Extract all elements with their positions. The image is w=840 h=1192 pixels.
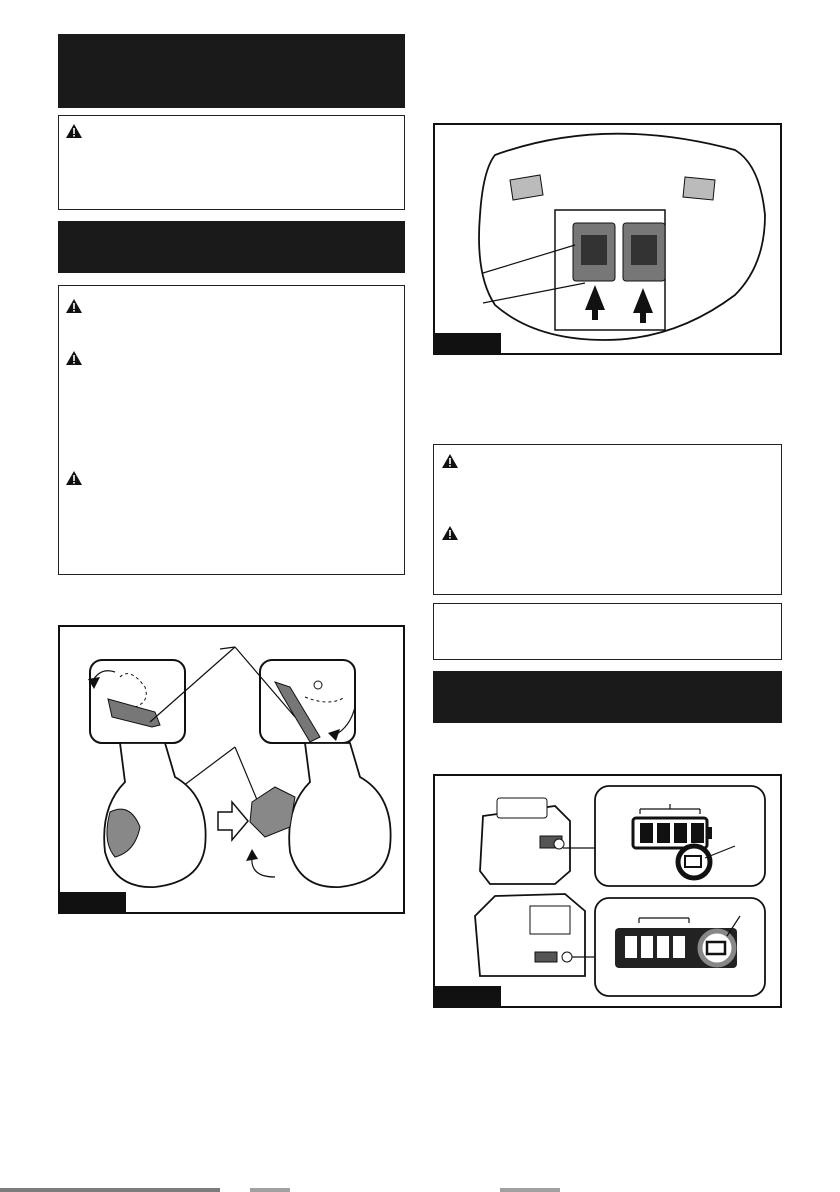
page-edge-mark bbox=[0, 1188, 220, 1192]
section-heading-bar-2 bbox=[58, 221, 405, 273]
section-heading-bar-1 bbox=[58, 34, 405, 108]
figure-tab bbox=[435, 333, 501, 353]
figure-battery-indicator bbox=[433, 774, 782, 1008]
figure-hook-removal bbox=[58, 625, 405, 914]
section-heading-bar-3 bbox=[433, 671, 782, 723]
warning-box-1 bbox=[58, 115, 405, 210]
battery-indicator-illustration bbox=[435, 776, 780, 1006]
warning-icon bbox=[65, 470, 83, 486]
note-box bbox=[433, 603, 782, 660]
warning-icon bbox=[65, 350, 83, 366]
battery-slots-illustration bbox=[435, 125, 780, 353]
figure-tab bbox=[435, 986, 501, 1006]
page-edge-mark bbox=[250, 1188, 290, 1192]
warning-box-3 bbox=[433, 444, 782, 595]
warning-icon bbox=[65, 298, 83, 314]
warning-icon bbox=[441, 453, 459, 469]
warning-icon bbox=[441, 525, 459, 541]
warning-box-2 bbox=[58, 285, 405, 575]
page-edge-mark bbox=[500, 1188, 560, 1192]
figure-tab bbox=[60, 892, 126, 912]
warning-icon bbox=[65, 123, 83, 139]
figure-battery-slots bbox=[433, 123, 782, 355]
hook-removal-illustration bbox=[60, 627, 403, 912]
